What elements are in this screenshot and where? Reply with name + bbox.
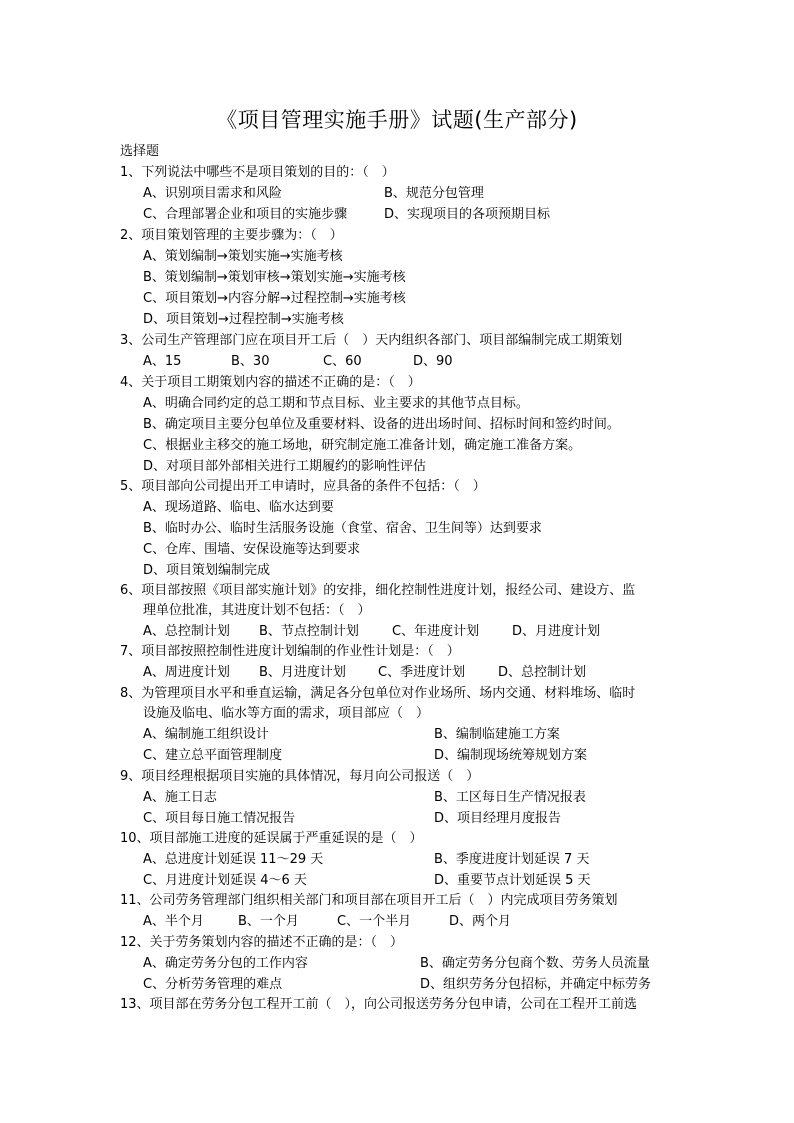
q11-option-a: A、半个月	[143, 914, 204, 929]
page-title: 《项目管理实施手册》试题(生产部分)	[216, 108, 578, 132]
q7-option-c: C、季进度计划	[378, 665, 466, 680]
q7-option-a: A、周进度计划	[143, 665, 230, 680]
question-3: 3、公司生产管理部门应在项目开工后（ ）天内组织各部门、项目部编制完成工期策划	[120, 333, 623, 348]
q1-option-a: A、识别项目需求和风险	[143, 186, 282, 201]
q5-option-a: A、现场道路、临电、临水达到要	[143, 500, 334, 515]
q10-option-b: B、季度进度计划延误 7 天	[434, 852, 590, 867]
question-9: 9、项目经理根据项目实施的具体情况，每月向公司报送（ ）	[120, 769, 480, 784]
q4-option-c: C、根据业主移交的施工场地，研究制定施工准备计划，确定施工准备方案。	[143, 438, 582, 453]
q11-option-c: C、一个半月	[337, 914, 412, 929]
q12-option-b: B、确定劳务分包商个数、劳务人员流量	[420, 956, 650, 971]
q3-option-c: C、60	[323, 354, 362, 369]
q1-option-b: B、规范分包管理	[384, 186, 484, 201]
q2-option-b: B、策划编制→策划审核→策划实施→实施考核	[143, 270, 406, 285]
q12-option-d: D、组织劳务分包招标，并确定中标劳务	[420, 977, 652, 992]
q12-option-a: A、确定劳务分包的工作内容	[143, 956, 308, 971]
q8-option-c: C、建立总平面管理制度	[143, 748, 283, 763]
q1-option-c: C、合理部署企业和项目的实施步骤	[143, 207, 348, 222]
q4-option-a: A、明确合同约定的总工期和节点目标、业主要求的其他节点目标。	[143, 396, 529, 411]
q1-option-d: D、实现项目的各项预期目标	[384, 207, 551, 222]
q4-option-d: D、对项目部外部相关进行工期履约的影响性评估	[143, 459, 427, 474]
q3-option-d: D、90	[413, 354, 453, 369]
q6-option-a: A、总控制计划	[143, 624, 230, 639]
question-4: 4、关于项目工期策划内容的描述不正确的是：（ ）	[120, 375, 421, 390]
question-7: 7、项目部按照控制性进度计划编制的作业性计划是：（ ）	[120, 644, 460, 659]
q8-option-d: D、编制现场统筹规划方案	[434, 748, 588, 763]
q10-option-a: A、总进度计划延误 11～29 天	[143, 852, 324, 867]
q9-option-b: B、工区每日生产情况报表	[434, 790, 586, 805]
question-2: 2、项目策划管理的主要步骤为：（ ）	[120, 228, 343, 243]
question-12: 12、关于劳务策划内容的描述不正确的是：（ ）	[120, 935, 404, 950]
q7-option-d: D、总控制计划	[498, 665, 587, 680]
q6-option-d: D、月进度计划	[512, 624, 601, 639]
q5-option-c: C、仓库、围墙、安保设施等达到要求	[143, 542, 361, 557]
question-6: 6、项目部按照《项目部实施计划》的安排，细化控制性进度计划，报经公司、建设方、监	[120, 583, 636, 598]
section-heading: 选择题	[120, 144, 160, 159]
q7-option-b: B、月进度计划	[259, 665, 346, 680]
q6-option-c: C、年进度计划	[392, 624, 480, 639]
question-5: 5、项目部向公司提出开工申请时，应具备的条件不包括：（ ）	[120, 479, 486, 494]
q10-option-c: C、月进度计划延误 4～6 天	[143, 873, 307, 888]
q9-option-d: D、项目经理月度报告	[434, 811, 562, 826]
q3-option-a: A、15	[143, 354, 182, 369]
q5-option-b: B、临时办公、临时生活服务设施（食堂、宿舍、卫生间等）达到要求	[143, 521, 542, 536]
q11-option-b: B、一个月	[238, 914, 299, 929]
question-10: 10、项目部施工进度的延误属于严重延误的是（ ）	[120, 831, 423, 846]
question-1: 1、下列说法中哪些不是项目策划的目的：（ ）	[120, 165, 395, 180]
question-8-continued: 设施及临电、临水等方面的需求，项目部应（ ）	[143, 706, 430, 721]
q6-option-b: B、节点控制计划	[259, 624, 359, 639]
q4-option-b: B、确定项目主要分包单位及重要材料、设备的进出场时间、招标时间和签约时间。	[143, 417, 620, 432]
q10-option-d: D、重要节点计划延误 5 天	[434, 873, 591, 888]
q12-option-c: C、分析劳务管理的难点	[143, 977, 283, 992]
q8-option-b: B、编制临建施工方案	[434, 727, 560, 742]
q2-option-c: C、项目策划→内容分解→过程控制→实施考核	[143, 291, 406, 306]
question-6-continued: 理单位批准，其进度计划不包括：（ ）	[143, 603, 371, 618]
q9-option-c: C、项目每日施工情况报告	[143, 811, 296, 826]
q2-option-d: D、项目策划→过程控制→实施考核	[143, 312, 344, 327]
q9-option-a: A、施工日志	[143, 790, 217, 805]
question-13: 13、项目部在劳务分包工程开工前（ ），向公司报送劳务分包申请，公司在工程开工前选	[120, 997, 638, 1012]
q11-option-d: D、两个月	[449, 914, 512, 929]
q5-option-d: D、项目策划编制完成	[143, 563, 271, 578]
q3-option-b: B、30	[231, 354, 270, 369]
question-8: 8、为管理项目水平和垂直运输，满足各分包单位对作业场所、场内交通、材料堆场、临时	[120, 686, 636, 701]
q8-option-a: A、编制施工组织设计	[143, 727, 269, 742]
question-11: 11、公司劳务管理部门组织相关部门和项目部在项目开工后（ ）内完成项目劳务策划	[120, 893, 618, 908]
q2-option-a: A、策划编制→策划实施→实施考核	[143, 249, 343, 264]
